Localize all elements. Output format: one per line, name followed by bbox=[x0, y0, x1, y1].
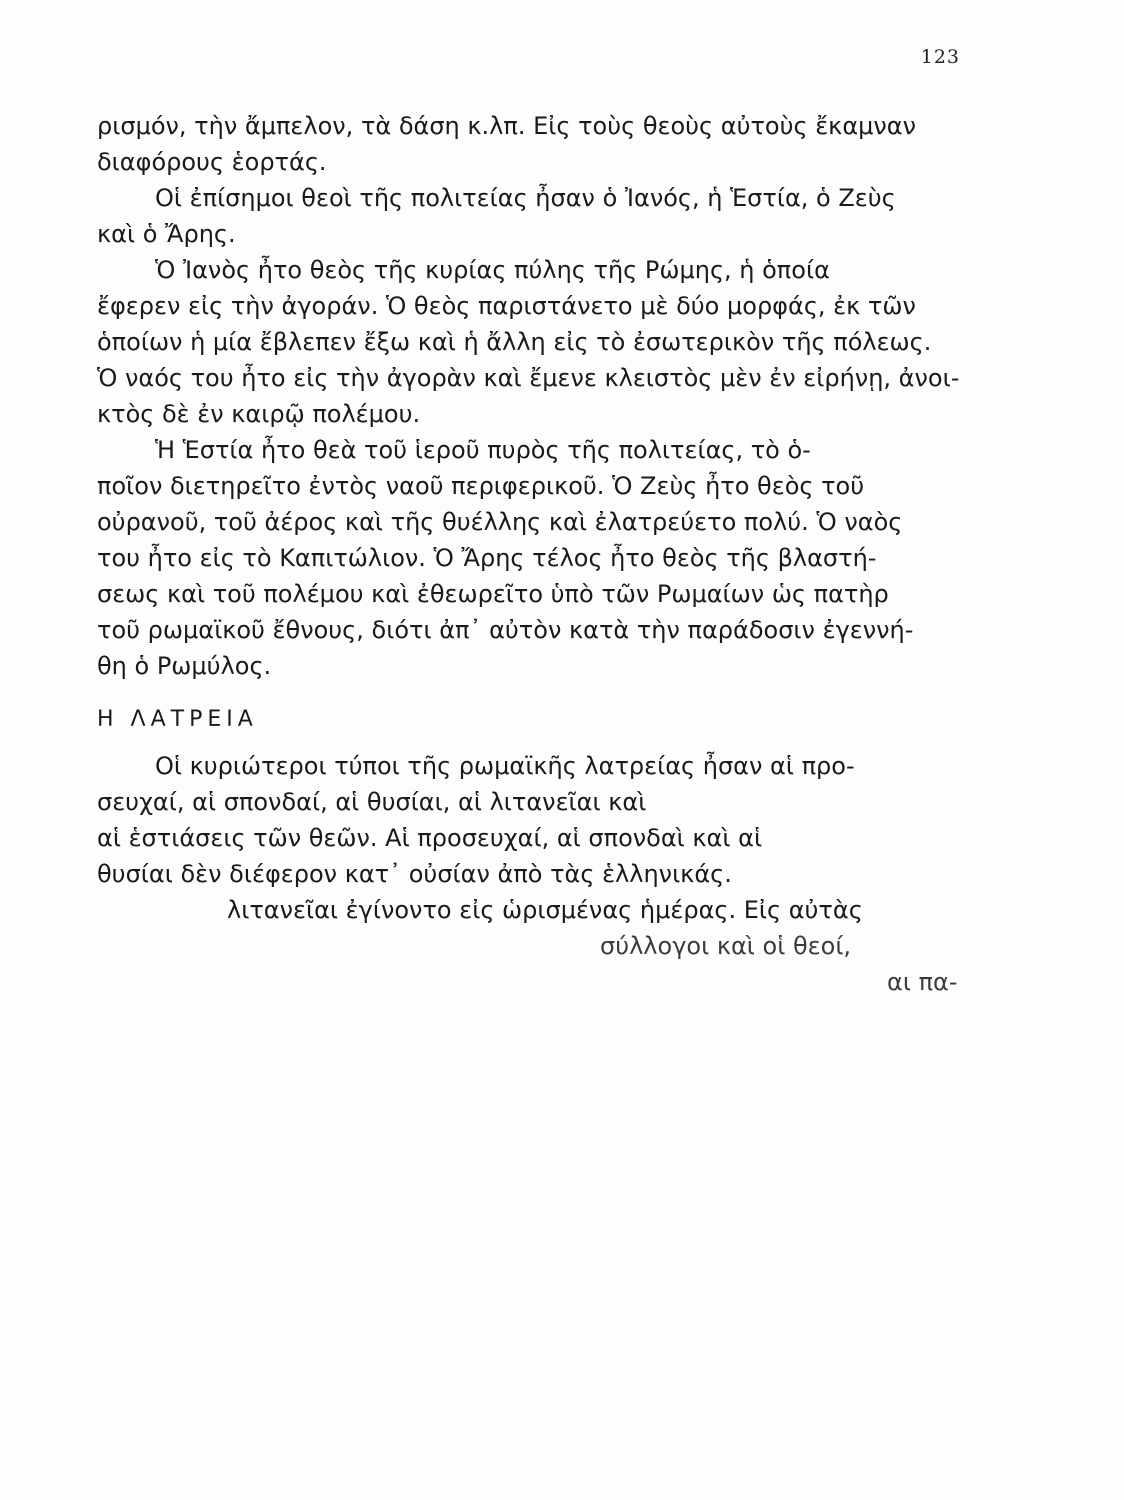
text-line: σευχαί, αἱ σπονδαί, αἱ θυσίαι, αἱ λιτανεῖαι καὶ bbox=[97, 788, 647, 816]
page-number: 123 bbox=[920, 46, 960, 68]
text-line: τοῦ ρωμαϊκοῦ ἔθνους, διότι ἀπ᾽ αὐτὸν κατὰ τὴν παράδοσιν ἐγεννή- bbox=[97, 616, 914, 644]
text-line: καὶ ὁ Ἄρης. bbox=[97, 220, 236, 248]
text-line: θη ὁ Ρωμύλος. bbox=[97, 652, 272, 680]
text-line: οὐρανοῦ, τοῦ ἀέρος καὶ τῆς θυέλλης καὶ ἐλατρεύετο πολύ. Ὁ ναὸς bbox=[97, 508, 903, 536]
text-line: κτὸς δὲ ἐν καιρῷ πολέμου. bbox=[97, 400, 421, 428]
text-line: ρισμόν, τὴν ἄμπελον, τὰ δάση κ.λπ. Εἰς τοὺς θεοὺς αὐτοὺς ἔκαμναν bbox=[97, 112, 917, 140]
text-line: του ἦτο εἰς τὸ Καπιτώλιον. Ὁ Ἄρης τέλος ἦτο θεὸς τῆς βλαστή- bbox=[97, 544, 877, 572]
text-line: Ὁ Ἰανὸς ἦτο θεὸς τῆς κυρίας πύλης τῆς Ρώμης, ἡ ὁποία bbox=[155, 256, 830, 284]
text-line: αἱ ἑστιάσεις τῶν θεῶν. Αἱ προσευχαί, αἱ σπονδαὶ καὶ αἱ bbox=[97, 824, 763, 852]
text-line-damaged: λιτανεῖαι ἐγίνοντο εἰς ὡρισμένας ἡμέρας. Εἰς αὐτὰς bbox=[227, 896, 863, 924]
text-line: Οἱ ἐπίσημοι θεοὶ τῆς πολιτείας ἦσαν ὁ Ἰανός, ἡ Ἑστία, ὁ Ζεὺς bbox=[155, 184, 896, 212]
text-line: Ὁ ναός του ἦτο εἰς τὴν ἀγορὰν καὶ ἔμενε κλειστὸς μὲν ἐν εἰρήνῃ, ἀνοι- bbox=[97, 364, 960, 392]
text-line: ὁποίων ἡ μία ἔβλεπεν ἔξω καὶ ἡ ἄλλη εἰς τὸ ἐσωτερικὸν τῆς πόλεως. bbox=[97, 328, 932, 356]
text-line: ποῖον διετηρεῖτο ἐντὸς ναοῦ περιφερικοῦ. Ὁ Ζεὺς ἦτο θεὸς τοῦ bbox=[97, 472, 865, 500]
text-line-damaged: αι πα- bbox=[887, 968, 958, 996]
text-line: ἔφερεν εἰς τὴν ἀγοράν. Ὁ θεὸς παριστάνετο μὲ δύο μορφάς, ἐκ τῶν bbox=[97, 292, 916, 320]
section-heading: Η ΛΑΤΡΕΙΑ bbox=[97, 707, 258, 732]
main-text bbox=[97, 108, 977, 1000]
text-line: σεως καὶ τοῦ πολέμου καὶ ἐθεωρεῖτο ὑπὸ τῶν Ρωμαίων ὡς πατὴρ bbox=[97, 580, 889, 608]
text-line: διαφόρους ἑορτάς. bbox=[97, 148, 327, 176]
text-line: θυσίαι δὲν διέφερον κατ᾽ οὐσίαν ἀπὸ τὰς ἑλληνικάς. bbox=[97, 860, 732, 888]
text-line-damaged: σύλλογοι καὶ οἱ θεοί, bbox=[600, 932, 852, 960]
text-line: Ἡ Ἑστία ἦτο θεὰ τοῦ ἱεροῦ πυρὸς τῆς πολιτείας, τὸ ὁ- bbox=[155, 436, 811, 464]
text-line: Οἱ κυριώτεροι τύποι τῆς ρωμαϊκῆς λατρείας ἦσαν αἱ προ- bbox=[155, 752, 855, 780]
